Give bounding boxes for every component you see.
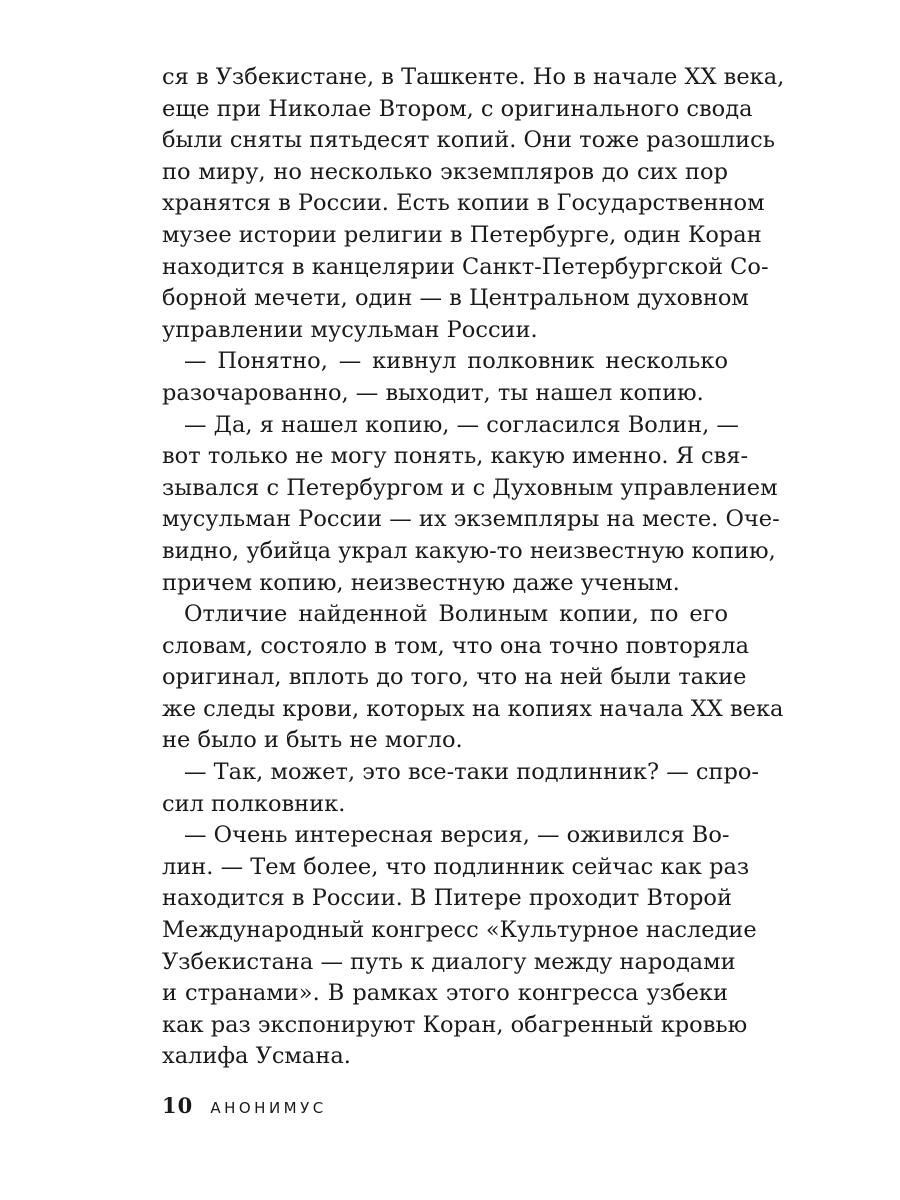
- text-line: — Очень интересная версия, — оживился Во-: [184, 822, 730, 849]
- text-line: — Так, может, это все-таки подлинник? — спро-: [184, 759, 760, 786]
- text-line: видно, убийца украл какую-то неизвестную копию,: [162, 537, 776, 564]
- text-line: вот только не могу понять, какую именно. Я свя-: [162, 443, 749, 470]
- text-line: же следы крови, которых на копиях начала XX века: [162, 695, 784, 722]
- text-line: причем копию, неизвестную даже ученым.: [162, 569, 680, 596]
- text-line: — Понятно, — кивнул полковник несколько: [184, 348, 728, 375]
- book-page-body: [162, 62, 785, 1073]
- text-line: мусульман России — их экземпляры на месте. Оче-: [162, 506, 780, 533]
- text-line: хранятся в России. Есть копии в Государственном: [162, 190, 765, 217]
- text-line: по миру, но несколько экземпляров до сих пор: [162, 158, 728, 185]
- text-line: как раз экспонируют Коран, обагренный кровью: [162, 1011, 748, 1038]
- text-line: музее истории религии в Петербурге, один Коран: [162, 221, 762, 248]
- text-line: находится в канцелярии Санкт-Петербургской Со-: [162, 253, 769, 280]
- text-line: словам, состояло в том, что она точно повторяла: [162, 632, 750, 659]
- text-line: халифа Усмана.: [162, 1043, 351, 1070]
- text-line: ся в Узбекистане, в Ташкенте. Но в начале XX века,: [162, 64, 785, 90]
- text-line: разочарованно, — выходит, ты нашел копию.: [162, 379, 704, 406]
- paragraph-2: [162, 346, 728, 409]
- text-line: Узбекистана — путь к диалогу между народами: [162, 948, 736, 975]
- text-line: находится в России. В Питере проходит Второй: [162, 885, 732, 912]
- text-line: лин. — Тем более, что подлинник сейчас как раз: [162, 853, 750, 880]
- text-line: еще при Николае Втором, с оригинального свода: [162, 95, 753, 122]
- paragraph-3: [162, 410, 780, 600]
- page-footer: [162, 1093, 327, 1118]
- text-line: и странами». В рамках этого конгресса узбеки: [162, 980, 728, 1007]
- paragraph-6: [162, 820, 757, 1073]
- text-line: не было и быть не могло.: [162, 727, 463, 754]
- text-line: сил полковник.: [162, 790, 346, 817]
- running-head-author: АНОНИМУС: [210, 1099, 327, 1117]
- text-line: были сняты пятьдесят копий. Они тоже разошлись: [162, 127, 775, 154]
- text-line: Международный конгресс «Культурное наследие: [162, 917, 757, 944]
- page-number: 10: [162, 1093, 194, 1118]
- text-line: Отличие найденной Волиным копии, по его: [184, 601, 728, 628]
- paragraph-5: [162, 757, 760, 820]
- text-line: борной мечети, один — в Центральном духовном: [162, 285, 749, 312]
- text-line: зывался с Петербургом и с Духовным управлением: [162, 474, 778, 501]
- text-line: — Да, я нашел копию, — согласился Волин, —: [184, 411, 739, 438]
- paragraph-4: [162, 599, 784, 757]
- text-line: оригинал, вплоть до того, что на ней были такие: [162, 664, 747, 691]
- text-line: управлении мусульман России.: [162, 316, 538, 343]
- paragraph-1: [162, 62, 785, 346]
